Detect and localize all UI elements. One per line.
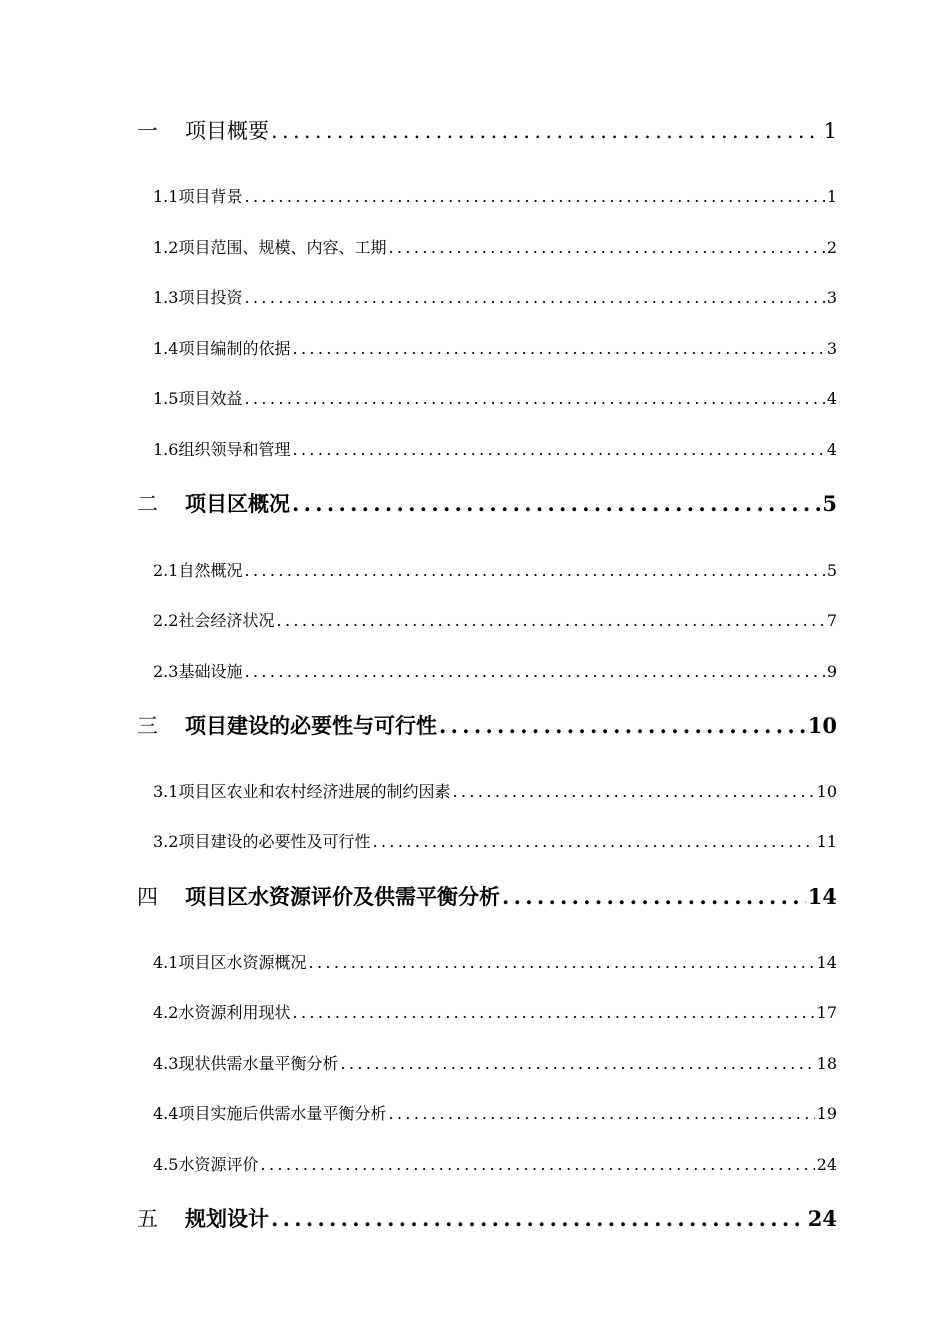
page-number: 2 bbox=[826, 238, 837, 257]
page-number: 9 bbox=[826, 662, 837, 681]
page-number: 4 bbox=[826, 440, 837, 459]
toc-section[interactable] bbox=[153, 386, 837, 409]
section-title: 4.2水资源利用现状 bbox=[153, 1003, 291, 1022]
section-title: 3.1项目区农业和农村经济进展的制约因素 bbox=[153, 782, 451, 801]
dot-leader bbox=[276, 611, 824, 630]
toc-chapter[interactable] bbox=[137, 115, 837, 145]
page-number: 1 bbox=[826, 187, 837, 206]
page-number: 11 bbox=[816, 832, 837, 851]
dot-leader bbox=[340, 1054, 814, 1073]
section-title: 3.2项目建设的必要性及可行性 bbox=[153, 832, 371, 851]
toc-chapter[interactable] bbox=[137, 488, 837, 518]
page-number: 3 bbox=[826, 288, 837, 307]
page-number: 7 bbox=[826, 611, 837, 630]
chapter-title: 项目建设的必要性与可行性 bbox=[185, 714, 437, 738]
dot-leader bbox=[388, 1104, 814, 1123]
section-title: 1.5项目效益 bbox=[153, 389, 243, 408]
page-number: 10 bbox=[807, 713, 837, 738]
toc-section[interactable] bbox=[153, 336, 837, 359]
toc-section[interactable] bbox=[153, 829, 837, 852]
page-number: 14 bbox=[807, 884, 837, 909]
page-number: 24 bbox=[807, 1206, 837, 1231]
toc-section[interactable] bbox=[153, 437, 837, 460]
dot-leader bbox=[244, 561, 824, 580]
toc-section[interactable] bbox=[153, 659, 837, 682]
section-title: 4.4项目实施后供需水量平衡分析 bbox=[153, 1104, 387, 1123]
chapter-number: 四 bbox=[137, 885, 158, 909]
toc-section[interactable] bbox=[153, 1000, 837, 1023]
dot-leader bbox=[439, 713, 806, 738]
toc-section[interactable] bbox=[153, 1101, 837, 1124]
toc-chapter[interactable] bbox=[137, 710, 837, 740]
page-number: 4 bbox=[826, 389, 837, 408]
toc-section[interactable] bbox=[153, 235, 837, 258]
chapter-title: 规划设计 bbox=[185, 1207, 269, 1231]
toc-section[interactable] bbox=[153, 1051, 837, 1074]
toc-section[interactable] bbox=[153, 1152, 837, 1175]
dot-leader bbox=[372, 832, 814, 851]
chapter-title: 项目概要 bbox=[185, 119, 269, 143]
section-title: 2.1自然概况 bbox=[153, 561, 243, 580]
section-title: 4.5水资源评价 bbox=[153, 1155, 259, 1174]
toc-chapter[interactable] bbox=[137, 881, 837, 911]
page-number: 5 bbox=[822, 491, 837, 516]
page-number: 24 bbox=[816, 1155, 837, 1174]
dot-leader bbox=[502, 884, 806, 909]
dot-leader bbox=[244, 187, 824, 206]
chapter-number: 二 bbox=[137, 492, 158, 516]
dot-leader bbox=[388, 238, 824, 257]
section-title: 2.2社会经济状况 bbox=[153, 611, 275, 630]
page-number: 10 bbox=[816, 782, 837, 801]
section-title: 1.3项目投资 bbox=[153, 288, 243, 307]
section-title: 2.3基础设施 bbox=[153, 662, 243, 681]
page-number: 17 bbox=[816, 1003, 837, 1022]
chapter-number: 一 bbox=[137, 119, 158, 143]
toc-section[interactable] bbox=[153, 950, 837, 973]
section-title: 4.1项目区水资源概况 bbox=[153, 953, 307, 972]
dot-leader bbox=[244, 662, 824, 681]
page-number: 1 bbox=[823, 119, 837, 143]
toc-section[interactable] bbox=[153, 184, 837, 207]
page-number: 19 bbox=[816, 1104, 837, 1123]
section-title: 1.1项目背景 bbox=[153, 187, 243, 206]
dot-leader bbox=[244, 288, 824, 307]
chapter-title: 项目区水资源评价及供需平衡分析 bbox=[185, 885, 500, 909]
toc-section[interactable] bbox=[153, 558, 837, 581]
chapter-number: 五 bbox=[137, 1207, 158, 1231]
toc-chapter[interactable] bbox=[137, 1203, 837, 1233]
dot-leader bbox=[308, 953, 814, 972]
section-title: 1.4项目编制的依据 bbox=[153, 339, 291, 358]
toc-section[interactable] bbox=[153, 779, 837, 802]
chapter-title: 项目区概况 bbox=[185, 492, 290, 516]
section-title: 1.6组织领导和管理 bbox=[153, 440, 291, 459]
section-title: 1.2项目范围、规模、内容、工期 bbox=[153, 238, 387, 257]
toc-section[interactable] bbox=[153, 608, 837, 631]
dot-leader bbox=[292, 491, 820, 516]
page-number: 14 bbox=[816, 953, 837, 972]
dot-leader bbox=[271, 1206, 806, 1231]
page-number: 5 bbox=[826, 561, 837, 580]
dot-leader bbox=[292, 339, 824, 358]
dot-leader bbox=[244, 389, 824, 408]
dot-leader bbox=[452, 782, 814, 801]
dot-leader bbox=[271, 119, 822, 143]
page-number: 3 bbox=[826, 339, 837, 358]
section-title: 4.3现状供需水量平衡分析 bbox=[153, 1054, 339, 1073]
chapter-number: 三 bbox=[137, 714, 158, 738]
page-number: 18 bbox=[816, 1054, 837, 1073]
dot-leader bbox=[292, 440, 824, 459]
dot-leader bbox=[260, 1155, 814, 1174]
toc-section[interactable] bbox=[153, 285, 837, 308]
dot-leader bbox=[292, 1003, 814, 1022]
